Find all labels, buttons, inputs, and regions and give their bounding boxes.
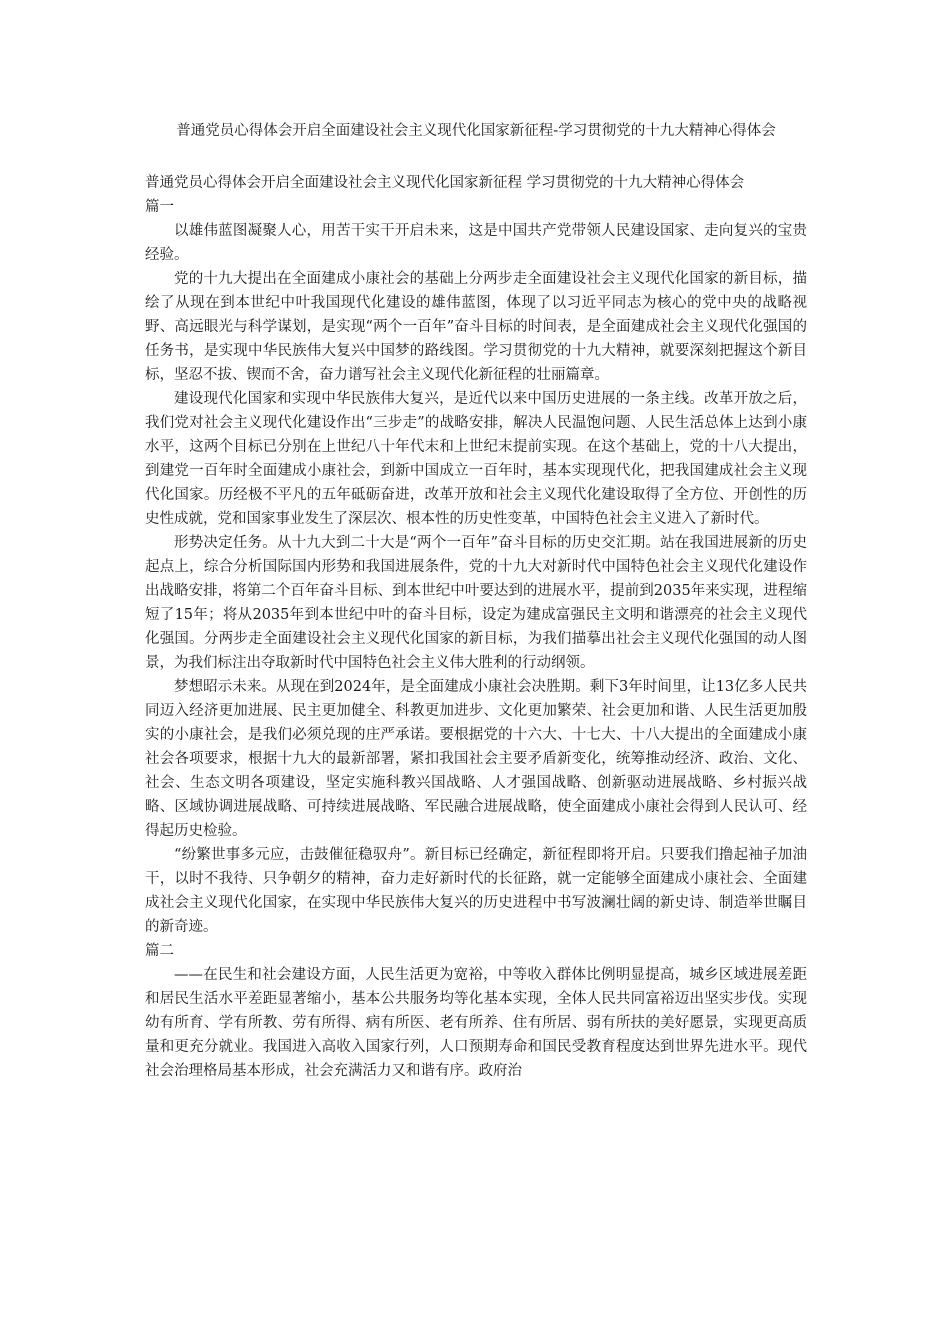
section-label-1: 篇一 bbox=[145, 199, 174, 215]
paragraph: 建设现代化国家和实现中华民族伟大复兴，是近代以来中国历史进展的一条主线。改革开放之后，我们党对社会主义现代化建设作出“三步走”的战略安排，解决人民温饱问题、人民生活总体上达到小康水平，这两个目标已分别在上世纪八十年代末和上世纪末提前实现。在这个基础上，党的十八大提出，到建党一百年时全面建成小康社会，到新中国成立一百年时，基本实现现代化，把我国建成社会主义现代化国家。历经极不平凡的五年砥砺奋进，改革开放和社会主义现代化建设取得了全方位、开创性的历史性成就，党和国家事业发生了深层次、根本性的历史性变革，中国特色社会主义进入了新时代。 bbox=[145, 391, 807, 527]
paragraph: “纷繁世事多元应，击鼓催征稳驭舟”。新目标已经确定，新征程即将开启。只要我们撸起袖子加油干，以时不我待、只争朝夕的精神，奋力走好新时代的长征路，就一定能够全面建成小康社会、全面建成社会主义现代化国家，在实现中华民族伟大复兴的历史进程中书写波澜壮阔的新史诗、制造举世瞩目的新奇迹。 bbox=[145, 847, 807, 935]
document-subtitle: 普通党员心得体会开启全面建设社会主义现代化国家新征程 学习贯彻党的十九大精神心得体会 bbox=[145, 175, 745, 191]
document-title: 普通党员心得体会开启全面建设社会主义现代化国家新征程-学习贯彻党的十九大精神心得体会 bbox=[176, 123, 776, 139]
paragraph: 以雄伟蓝图凝聚人心，用苦干实干开启未来，这是中国共产党带领人民建设国家、走向复兴的宝贵经验。 bbox=[145, 223, 807, 263]
paragraph: ——在民生和社会建设方面，人民生活更为宽裕，中等收入群体比例明显提高，城乡区域进展差距和居民生活水平差距显著缩小，基本公共服务均等化基本实现，全体人民共同富裕迈出坚实步伐。实现幼有所育、学有所教、劳有所得、病有所医、老有所养、住有所居、弱有所扶的美好愿景，实现更高质量和更充分就业。我国进入高收入国家行列，人口预期寿命和国民受教育程度达到世界先进水平。现代社会治理格局基本形成，社会充满活力又和谐有序。政府治 bbox=[145, 967, 807, 1079]
paragraph: 党的十九大提出在全面建成小康社会的基础上分两步走全面建设社会主义现代化国家的新目标，描绘了从现在到本世纪中叶我国现代化建设的雄伟蓝图，体现了以习近平同志为核心的党中央的战略视野、高远眼光与科学谋划，是实现“两个一百年”奋斗目标的时间表，是全面建成社会主义现代化强国的任务书，是实现中华民族伟大复兴中国梦的路线图。学习贯彻党的十九大精神，就要深刻把握这个新目标，坚忍不拔、锲而不舍，奋力谱写社会主义现代化新征程的壮丽篇章。 bbox=[145, 271, 807, 383]
section-label-2: 篇二 bbox=[145, 943, 174, 959]
document-page bbox=[145, 120, 807, 1083]
paragraph: 形势决定任务。从十九大到二十大是“两个一百年”奋斗目标的历史交汇期。站在我国进展新的历史起点上，综合分析国际国内形势和我国进展条件，党的十九大对新时代中国特色社会主义现代化建设作出战略安排，将第二个百年奋斗目标、到本世纪中叶要达到的进展水平，提前到2035年来实现，进程缩短了15年；将从2035年到本世纪中叶的奋斗目标，设定为建成富强民主文明和谐漂亮的社会主义现代化强国。分两步走全面建设社会主义现代化国家的新目标，为我们描摹出社会主义现代化强国的动人图景，为我们标注出夺取新时代中国特色社会主义伟大胜利的行动纲领。 bbox=[145, 535, 807, 671]
paragraph: 梦想昭示未来。从现在到2024年，是全面建成小康社会决胜期。剩下3年时间里，让13亿多人民共同迈入经济更加进展、民主更加健全、科教更加进步、文化更加繁荣、社会更加和谐、人民生活更加殷实的小康社会，是我们必须兑现的庄严承诺。要根据党的十六大、十七大、十八大提出的全面建成小康社会各项要求，根据十九大的最新部署，紧扣我国社会主要矛盾新变化，统筹推动经济、政治、文化、社会、生态文明各项建设，坚定实施科教兴国战略、人才强国战略、创新驱动进展战略、乡村振兴战略、区域协调进展战略、可持续进展战略、军民融合进展战略，使全面建成小康社会得到人民认可、经得起历史检验。 bbox=[145, 679, 807, 839]
